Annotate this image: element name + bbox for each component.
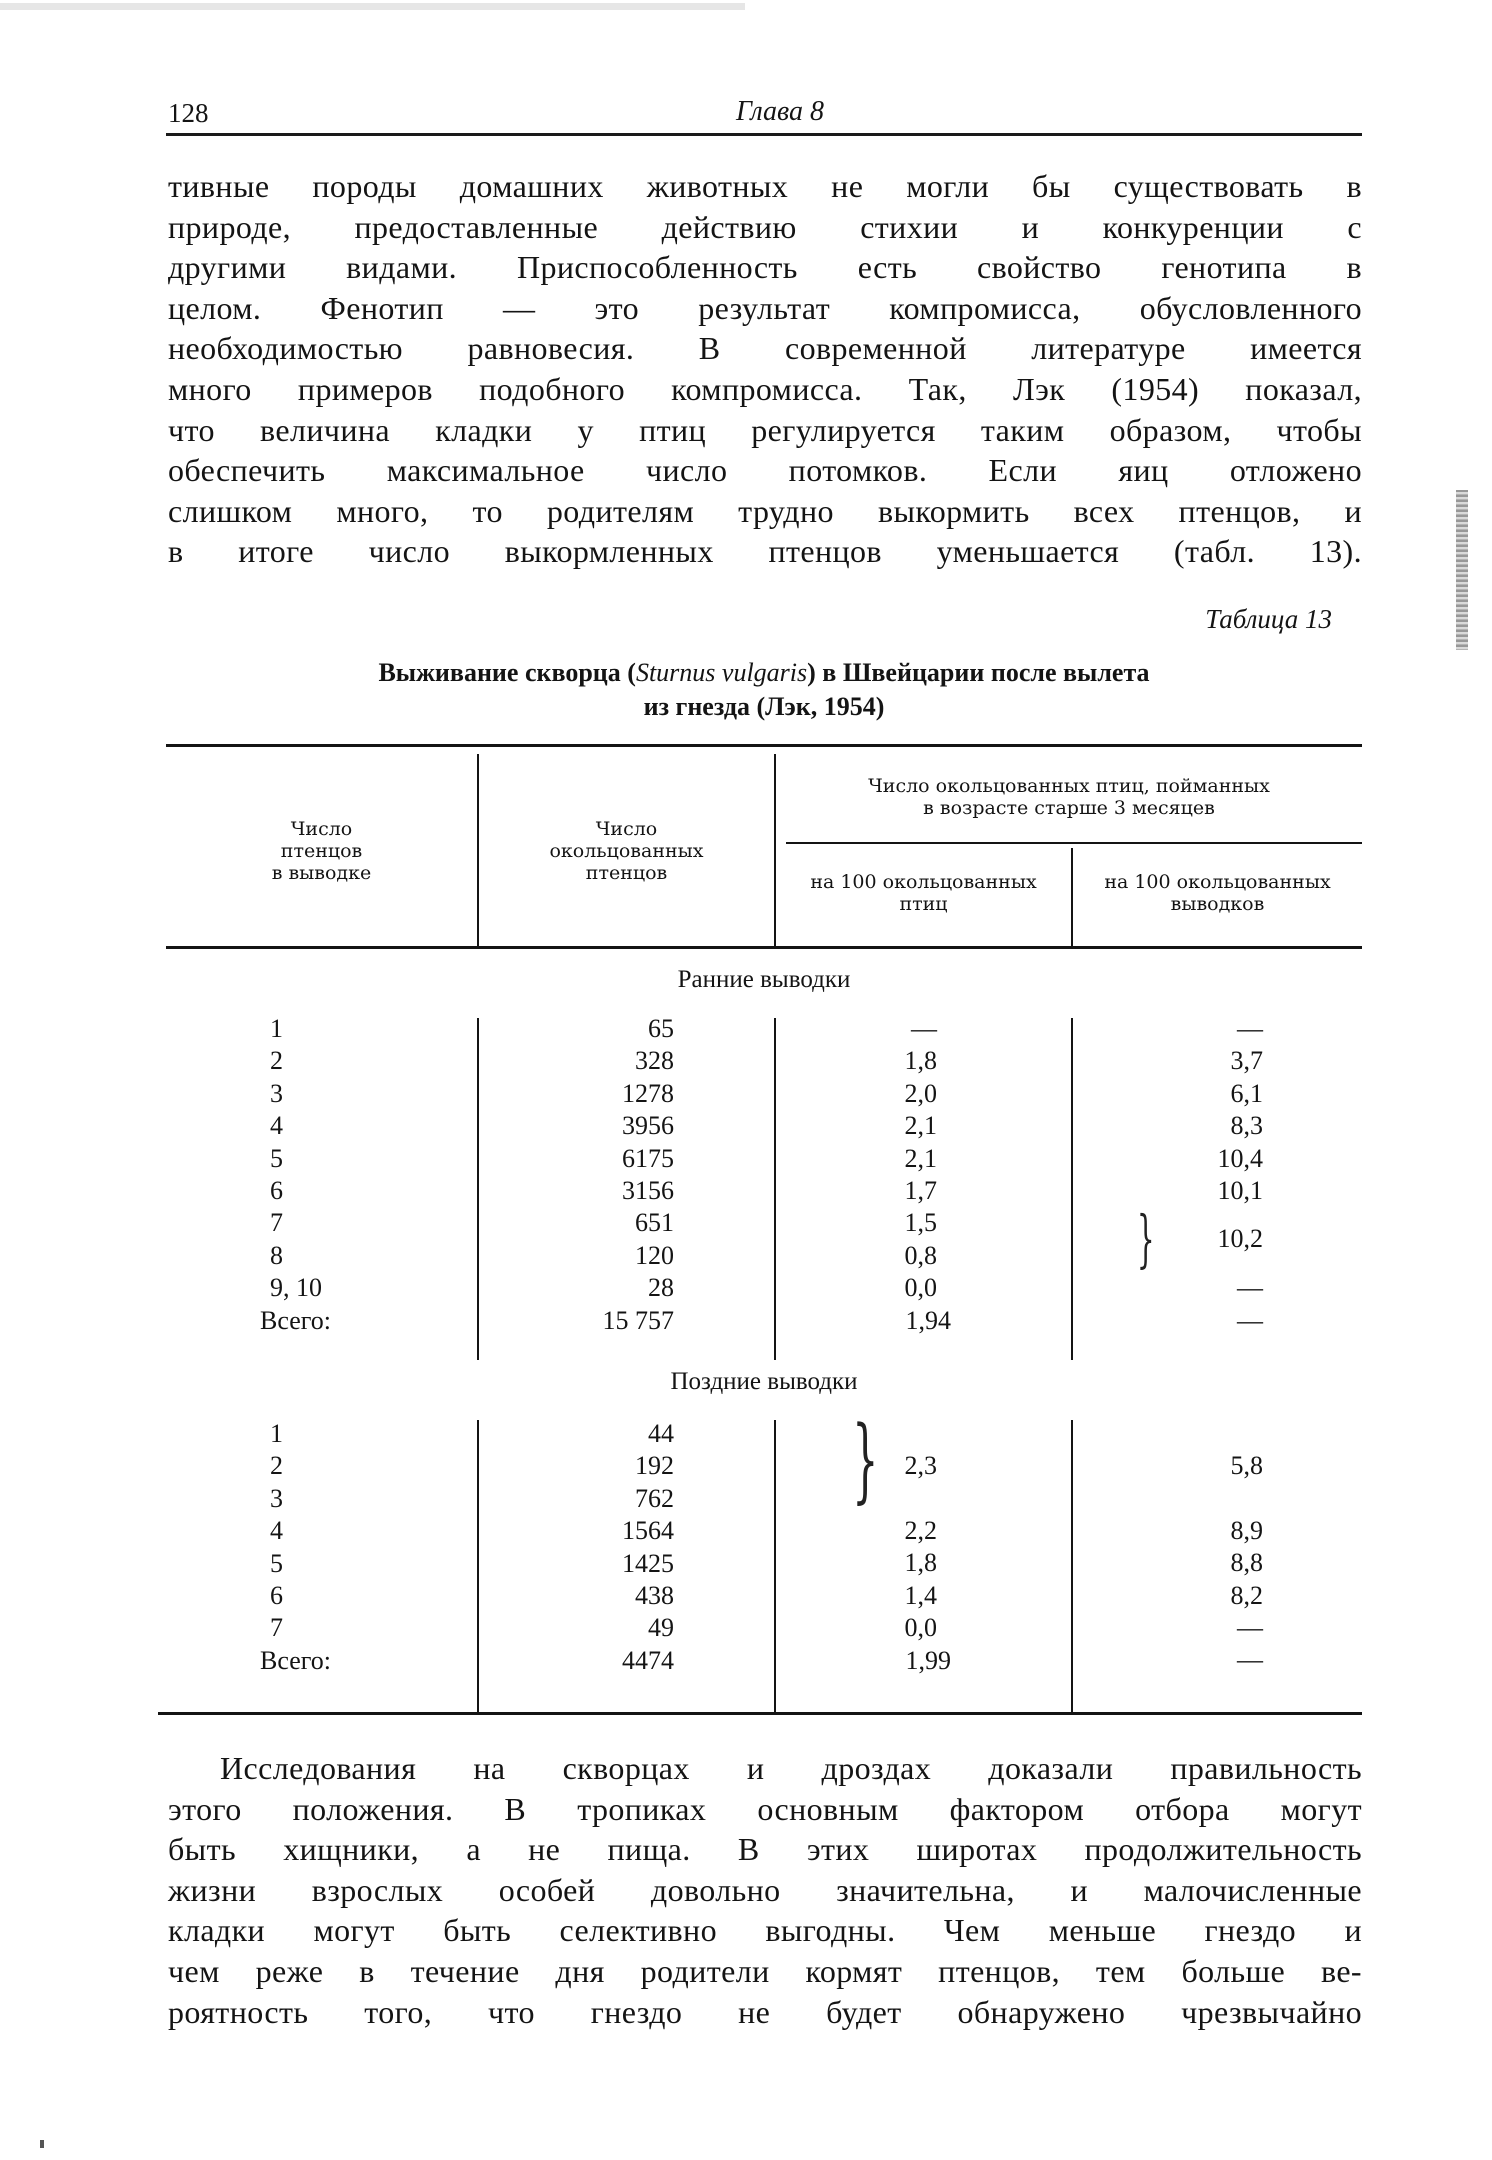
header-col3 (776, 871, 1071, 915)
cell: 2,1 (904, 1143, 937, 1173)
cell: 6 (270, 1176, 283, 1206)
text-line: Исследования на скворцах и дроздах доказали правильность (220, 1750, 1362, 1786)
column-divider (477, 1018, 479, 1360)
cell: 120 (635, 1240, 674, 1270)
cell-spacer (1078, 1482, 1263, 1514)
cell: 2,2 (904, 1516, 937, 1545)
grouped-value: 2,3 (904, 1451, 937, 1480)
cell: 3 (270, 1078, 283, 1108)
cell: 2,1 (904, 1111, 937, 1141)
cell: 0,8 (904, 1240, 937, 1270)
right-brace-icon: } (1136, 1202, 1155, 1275)
header-group (776, 775, 1362, 819)
cell: 1 (270, 1419, 283, 1448)
late-col3 (780, 1515, 951, 1677)
caption-line-2: из гнезда (Лэк, 1954) (643, 692, 885, 721)
body-paragraph-2 (168, 1748, 1362, 2032)
header-text: птиц (899, 893, 948, 915)
column-divider (477, 1420, 479, 1712)
cell: 1425 (622, 1548, 674, 1578)
cell: 2,0 (904, 1078, 937, 1108)
early-col1 (260, 1013, 331, 1337)
scan-speck (40, 2140, 44, 2148)
cell: — (1237, 1014, 1263, 1043)
cell: 28 (648, 1273, 674, 1303)
late-col2 (480, 1418, 674, 1677)
cell: 1,94 (905, 1305, 951, 1335)
text-line: много примеров подобного компромисса. Так, Лэк (1954) показал, (168, 370, 1362, 407)
cell: 15 757 (602, 1305, 674, 1335)
table-number: Таблица 13 (1205, 604, 1332, 634)
text-line: в итоге число выкормленных птенцов уменьшается (табл. 13). (168, 533, 1362, 570)
cell: — (1237, 1613, 1263, 1643)
cell: — (1237, 1305, 1263, 1335)
page-number: 128 (168, 98, 209, 128)
caption-text: Выживание скворца ( (378, 658, 636, 687)
cell: 8 (270, 1240, 283, 1270)
running-head: Глава 8 (736, 96, 824, 127)
table-subheader-rule (786, 842, 1362, 844)
cell: — (1237, 1645, 1263, 1675)
table-top-rule (166, 744, 1362, 747)
cell: 2 (270, 1451, 283, 1481)
cell: 5 (270, 1548, 283, 1578)
cell: Всего: (260, 1645, 331, 1675)
text-line: что величина кладки у птиц регулируется таким образом, чтобы (168, 411, 1362, 448)
cell: 2 (270, 1046, 283, 1076)
early-col2 (480, 1013, 674, 1337)
cell: 328 (635, 1046, 674, 1076)
header-text: Число окольцованных птиц, пойманных (868, 775, 1270, 797)
cell: 0,0 (904, 1273, 937, 1303)
text-line: целом. Фенотип — это результат компромисса, обусловленного (168, 289, 1362, 326)
body-paragraph-1 (168, 166, 1362, 572)
section-late-broods: Поздние выводки (670, 1368, 858, 1395)
header-text: птенцов (280, 840, 363, 862)
cell: 9, 10 (270, 1273, 322, 1303)
header-col1 (166, 818, 477, 884)
caption-text: ) в Швейцарии после вылета (807, 658, 1150, 687)
column-divider (1071, 1018, 1073, 1360)
column-divider (1071, 1420, 1073, 1712)
cell: 8,9 (1230, 1515, 1263, 1545)
cell: 4 (270, 1111, 283, 1141)
late-col4 (1078, 1450, 1263, 1677)
scan-edge-noise (1456, 490, 1468, 650)
cell: 1,8 (904, 1548, 937, 1578)
header-text: окольцованных (549, 840, 704, 862)
cell: 8,3 (1230, 1111, 1263, 1141)
cell: 10,4 (1217, 1143, 1263, 1173)
cell: 5,8 (1230, 1451, 1263, 1480)
header-text: Число (595, 818, 658, 840)
header-text: в выводке (271, 862, 372, 884)
text-line: необходимостью равновесия. В современной литературе имеется (168, 330, 1362, 367)
column-divider (774, 1420, 776, 1712)
cell: 7 (270, 1208, 283, 1238)
table-bottom-rule (158, 1712, 1362, 1715)
cell: 1278 (622, 1078, 674, 1108)
cell: 3,7 (1230, 1046, 1263, 1076)
cell: 1,8 (904, 1046, 937, 1076)
cell: 4474 (622, 1645, 674, 1675)
text-line: тивные породы домашних животных не могли бы существовать в (168, 168, 1362, 204)
header-text: птенцов (585, 862, 668, 884)
table-caption (166, 656, 1362, 724)
header-text: на 100 окольцованных (810, 871, 1037, 893)
cell: 7 (270, 1613, 283, 1643)
text-line: природе, предоставленные действию стихии и конкуренции с (168, 208, 1362, 245)
cell: 3156 (622, 1176, 674, 1206)
early-col3 (780, 1013, 951, 1337)
cell: 651 (635, 1208, 674, 1238)
header-text: Число (290, 818, 353, 840)
cell: 1 (270, 1014, 283, 1043)
text-line: этого положения. В тропиках основным фактором отбора могут (168, 1790, 1362, 1827)
cell: — (1237, 1273, 1263, 1303)
cell: 1,4 (904, 1580, 937, 1610)
cell: 3956 (622, 1111, 674, 1141)
cell: 438 (635, 1581, 674, 1611)
cell: 6175 (622, 1143, 674, 1173)
cell: — (911, 1014, 937, 1043)
table-header-bottom-rule (166, 946, 1362, 949)
text-line: жизни взрослых особей довольно значительна, и малочисленные (168, 1871, 1362, 1908)
cell: 49 (648, 1613, 674, 1643)
early-col4 (1078, 1013, 1263, 1337)
header-col4 (1073, 871, 1362, 915)
text-line: обеспечить максимальное число потомков. Если яиц отложено (168, 452, 1362, 489)
cell: 1,7 (904, 1176, 937, 1206)
late-col1 (260, 1418, 331, 1677)
cell: 0,0 (904, 1613, 937, 1643)
text-line: чем реже в течение дня родители кормят птенцов, тем больше ве- (168, 1952, 1362, 1989)
scan-edge-strip (0, 3, 745, 10)
grouped-value: 10,2 (1217, 1224, 1263, 1253)
cell: 762 (635, 1483, 674, 1513)
cell: 10,1 (1217, 1176, 1263, 1206)
header-text: выводков (1170, 893, 1265, 915)
text-line: быть хищники, а не пища. В этих широтах продолжительность (168, 1831, 1362, 1868)
header-text: в возрасте старше 3 месяцев (923, 797, 1215, 819)
text-line: слишком много, то родителям трудно выкормить всех птенцов, и (168, 492, 1362, 529)
cell: 8,2 (1230, 1580, 1263, 1610)
section-early-broods: Ранние выводки (677, 966, 851, 993)
cell: 4 (270, 1516, 283, 1546)
cell: 8,8 (1230, 1548, 1263, 1578)
cell: 5 (270, 1143, 283, 1173)
text-line: кладки могут быть селективно выгодны. Чем меньше гнездо и (168, 1912, 1362, 1949)
column-divider (774, 1018, 776, 1360)
cell: 192 (635, 1451, 674, 1481)
cell: 1564 (622, 1516, 674, 1546)
cell: 1,99 (905, 1645, 951, 1675)
text-line: роятность того, что гнездо не будет обнаружено чрезвычайно (168, 1993, 1362, 2030)
text-line: другими видами. Приспособленность есть свойство генотипа в (168, 249, 1362, 286)
header-text: на 100 окольцованных (1104, 871, 1331, 893)
cell: 6,1 (1230, 1078, 1263, 1108)
right-brace-icon: } (852, 1406, 879, 1513)
species-name: Sturnus vulgaris (635, 658, 808, 687)
cell: 3 (270, 1483, 283, 1513)
cell: 1,5 (904, 1208, 937, 1238)
header-rule (166, 133, 1362, 136)
cell: 65 (648, 1014, 674, 1043)
cell: Всего: (260, 1305, 331, 1335)
cell: 44 (648, 1419, 674, 1448)
header-col2 (479, 818, 774, 884)
cell: 6 (270, 1581, 283, 1611)
